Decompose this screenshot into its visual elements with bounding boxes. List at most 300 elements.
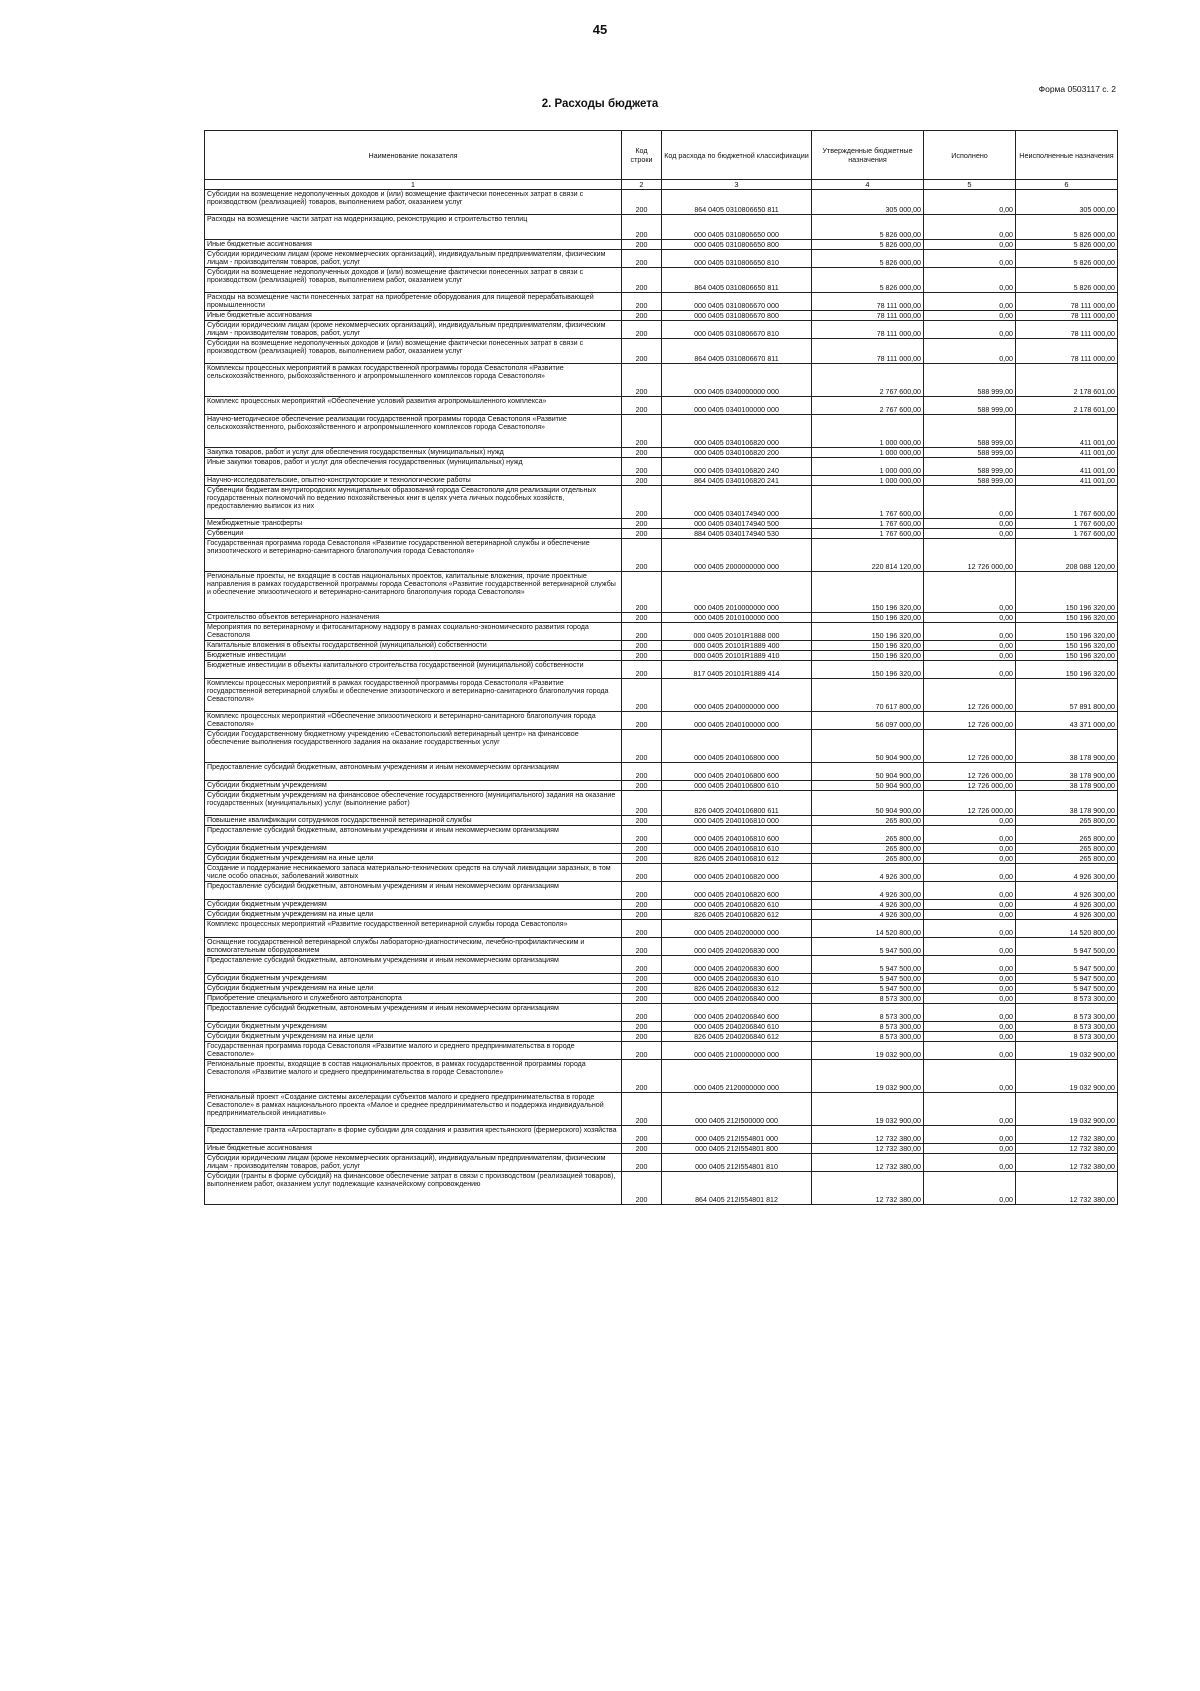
row-unexecuted: 5 947 500,00 [1016, 956, 1118, 974]
row-executed: 0,00 [924, 864, 1016, 882]
row-class-code: 000 0405 2040100000 000 [662, 712, 812, 730]
row-line-code: 200 [622, 1042, 662, 1060]
row-class-code: 000 0405 0340174940 000 [662, 486, 812, 519]
row-approved: 12 732 380,00 [812, 1172, 924, 1205]
row-name: Закупка товаров, работ и услуг для обеспечения государственных (муниципальных) нужд [205, 448, 622, 458]
row-approved: 19 032 900,00 [812, 1060, 924, 1093]
row-class-code: 000 0405 0310806670 810 [662, 321, 812, 339]
expenses-table [204, 130, 1118, 1205]
row-executed: 0,00 [924, 1004, 1016, 1022]
row-line-code: 200 [622, 1126, 662, 1144]
row-executed: 0,00 [924, 190, 1016, 215]
row-class-code: 000 0405 0340174940 500 [662, 519, 812, 529]
row-name: Строительство объектов ветеринарного назначения [205, 613, 622, 623]
row-unexecuted: 265 800,00 [1016, 854, 1118, 864]
row-name: Повышение квалификации сотрудников государственной ветеринарной службы [205, 816, 622, 826]
row-executed: 12 726 000,00 [924, 539, 1016, 572]
row-class-code: 000 0405 2040106800 600 [662, 763, 812, 781]
header-unexecuted: Неисполненные назначения [1016, 131, 1118, 180]
row-executed: 12 726 000,00 [924, 730, 1016, 763]
table-row [205, 882, 1118, 900]
row-unexecuted: 5 826 000,00 [1016, 268, 1118, 293]
row-executed: 0,00 [924, 519, 1016, 529]
row-class-code: 000 0405 2040206830 610 [662, 974, 812, 984]
row-line-code: 200 [622, 1172, 662, 1205]
row-approved: 4 926 300,00 [812, 910, 924, 920]
row-executed: 0,00 [924, 268, 1016, 293]
table-row [205, 539, 1118, 572]
row-unexecuted: 14 520 800,00 [1016, 920, 1118, 938]
row-line-code: 200 [622, 712, 662, 730]
table-row [205, 763, 1118, 781]
table-row [205, 900, 1118, 910]
row-line-code: 200 [622, 844, 662, 854]
table-row [205, 415, 1118, 448]
row-line-code: 200 [622, 900, 662, 910]
table-row [205, 781, 1118, 791]
row-line-code: 200 [622, 791, 662, 816]
row-name: Иные бюджетные ассигнования [205, 1144, 622, 1154]
table-row [205, 458, 1118, 476]
row-class-code: 000 0405 2100000000 000 [662, 1042, 812, 1060]
row-class-code: 864 0405 0340106820 241 [662, 476, 812, 486]
row-approved: 4 926 300,00 [812, 900, 924, 910]
row-executed: 0,00 [924, 938, 1016, 956]
row-name: Предоставление субсидий бюджетным, автономным учреждениям и иным некоммерческим организациям [205, 956, 622, 974]
table-row [205, 1004, 1118, 1022]
row-line-code: 200 [622, 661, 662, 679]
row-approved: 5 947 500,00 [812, 938, 924, 956]
row-unexecuted: 1 767 600,00 [1016, 519, 1118, 529]
row-name: Субвенции бюджетам внутригородских муниципальных образований города Севастополя для реализации отдельных государственных полномочий по ведению похозяйственных книг в целях учета личных подсобных хозяйств, предоставлению выписок из них [205, 486, 622, 519]
table-header-row [205, 131, 1118, 180]
row-unexecuted: 5 826 000,00 [1016, 250, 1118, 268]
table-row [205, 1144, 1118, 1154]
row-class-code: 000 0405 0340000000 000 [662, 364, 812, 397]
row-executed: 0,00 [924, 854, 1016, 864]
row-name: Субвенции [205, 529, 622, 539]
row-line-code: 200 [622, 938, 662, 956]
row-approved: 265 800,00 [812, 854, 924, 864]
row-name: Научно-методическое обеспечение реализации государственной программы города Севастополя «Развитие сельскохозяйственного, рыбохозяйственного и агропромышленного комплексов города Севастополя» [205, 415, 622, 448]
row-line-code: 200 [622, 910, 662, 920]
row-line-code: 200 [622, 1093, 662, 1126]
row-approved: 12 732 380,00 [812, 1144, 924, 1154]
row-unexecuted: 265 800,00 [1016, 826, 1118, 844]
row-line-code: 200 [622, 1022, 662, 1032]
row-executed: 0,00 [924, 910, 1016, 920]
row-name: Создание и поддержание неснижаемого запаса материально-технических средств на случай ликвидации заразных, в том числе особо опасных, заболеваний животных [205, 864, 622, 882]
row-unexecuted: 8 573 300,00 [1016, 1004, 1118, 1022]
row-executed: 0,00 [924, 882, 1016, 900]
row-class-code: 000 0405 212I554801 800 [662, 1144, 812, 1154]
row-line-code: 200 [622, 613, 662, 623]
row-line-code: 200 [622, 539, 662, 572]
row-name: Субсидии бюджетным учреждениям на финансовое обеспечение государственного (муниципального) задания на оказание государственных (муниципальных) услуг (выполнение работ) [205, 791, 622, 816]
row-name: Комплекс процессных мероприятий «Обеспечение эпизоотического и ветеринарно-санитарного благополучия города Севастополя» [205, 712, 622, 730]
row-executed: 0,00 [924, 920, 1016, 938]
row-name: Бюджетные инвестиции в объекты капитального строительства государственной (муниципальной) собственности [205, 661, 622, 679]
row-executed: 588 999,00 [924, 415, 1016, 448]
row-unexecuted: 8 573 300,00 [1016, 1022, 1118, 1032]
row-approved: 12 732 380,00 [812, 1126, 924, 1144]
row-name: Предоставление субсидий бюджетным, автономным учреждениям и иным некоммерческим организациям [205, 882, 622, 900]
row-approved: 12 732 380,00 [812, 1154, 924, 1172]
row-line-code: 200 [622, 651, 662, 661]
row-name: Региональные проекты, не входящие в состав национальных проектов, капитальные вложения, прочие проектные направления в рамках государственной программы города Севастополя «Развитие государственной ветеринарной службы и обеспечение эпизоотического и ветеринарно-санитарного благополучия города Севастополя» [205, 572, 622, 613]
row-unexecuted: 2 178 601,00 [1016, 397, 1118, 415]
row-approved: 1 767 600,00 [812, 529, 924, 539]
table-row [205, 791, 1118, 816]
section-title: 2. Расходы бюджета [541, 98, 659, 110]
row-class-code: 864 0405 212I554801 812 [662, 1172, 812, 1205]
row-name: Бюджетные инвестиции [205, 651, 622, 661]
row-line-code: 200 [622, 448, 662, 458]
row-line-code: 200 [622, 321, 662, 339]
row-approved: 220 814 120,00 [812, 539, 924, 572]
row-executed: 0,00 [924, 613, 1016, 623]
row-name: Комплексы процессных мероприятий в рамках государственной программы города Севастополя «Развитие сельскохозяйственного, рыбохозяйственного и агропромышленного комплексов города Севастополя» [205, 364, 622, 397]
page-number: 45 [592, 22, 608, 37]
row-line-code: 200 [622, 215, 662, 240]
row-unexecuted: 5 826 000,00 [1016, 240, 1118, 250]
row-class-code: 000 0405 2010000000 000 [662, 572, 812, 613]
row-line-code: 200 [622, 293, 662, 311]
row-name: Предоставление гранта «Агростартап» в форме субсидии для создания и развития крестьянского (фермерского) хозяйства [205, 1126, 622, 1144]
row-approved: 8 573 300,00 [812, 994, 924, 1004]
table-row [205, 321, 1118, 339]
table-row [205, 1042, 1118, 1060]
row-line-code: 200 [622, 641, 662, 651]
row-class-code: 826 0405 2040106810 612 [662, 854, 812, 864]
row-approved: 1 000 000,00 [812, 448, 924, 458]
row-unexecuted: 5 826 000,00 [1016, 215, 1118, 240]
row-unexecuted: 12 732 380,00 [1016, 1126, 1118, 1144]
row-unexecuted: 78 111 000,00 [1016, 311, 1118, 321]
row-approved: 78 111 000,00 [812, 311, 924, 321]
row-class-code: 000 0405 2040206840 600 [662, 1004, 812, 1022]
row-line-code: 200 [622, 476, 662, 486]
row-line-code: 200 [622, 190, 662, 215]
row-unexecuted: 1 767 600,00 [1016, 529, 1118, 539]
row-executed: 0,00 [924, 1032, 1016, 1042]
table-row [205, 661, 1118, 679]
row-name: Капитальные вложения в объекты государственной (муниципальной) собственности [205, 641, 622, 651]
row-unexecuted: 150 196 320,00 [1016, 661, 1118, 679]
row-name: Комплекс процессных мероприятий «Обеспечение условий развития агропромышленного комплекса» [205, 397, 622, 415]
row-approved: 70 617 800,00 [812, 679, 924, 712]
row-line-code: 200 [622, 994, 662, 1004]
column-number: 6 [1016, 180, 1118, 190]
table-row [205, 712, 1118, 730]
table-row [205, 486, 1118, 519]
row-line-code: 200 [622, 974, 662, 984]
row-approved: 78 111 000,00 [812, 339, 924, 364]
row-name: Оснащение государственной ветеринарной службы лабораторно-диагностическим, лечебно-профилактическим и вспомогательным оборудованием [205, 938, 622, 956]
table-row [205, 974, 1118, 984]
table-row [205, 1093, 1118, 1126]
row-approved: 265 800,00 [812, 844, 924, 854]
row-name: Иные бюджетные ассигнования [205, 311, 622, 321]
row-line-code: 200 [622, 882, 662, 900]
row-class-code: 826 0405 2040106820 612 [662, 910, 812, 920]
row-name: Предоставление субсидий бюджетным, автономным учреждениям и иным некоммерческим организациям [205, 1004, 622, 1022]
table-row [205, 215, 1118, 240]
row-unexecuted: 38 178 900,00 [1016, 781, 1118, 791]
row-executed: 0,00 [924, 984, 1016, 994]
row-executed: 0,00 [924, 339, 1016, 364]
column-number: 4 [812, 180, 924, 190]
row-unexecuted: 411 001,00 [1016, 476, 1118, 486]
row-unexecuted: 43 371 000,00 [1016, 712, 1118, 730]
row-class-code: 000 0405 2040106810 600 [662, 826, 812, 844]
row-executed: 0,00 [924, 900, 1016, 910]
row-unexecuted: 411 001,00 [1016, 448, 1118, 458]
row-class-code: 000 0405 2040000000 000 [662, 679, 812, 712]
row-unexecuted: 57 891 800,00 [1016, 679, 1118, 712]
row-unexecuted: 4 926 300,00 [1016, 882, 1118, 900]
header-executed: Исполнено [924, 131, 1016, 180]
row-approved: 150 196 320,00 [812, 651, 924, 661]
row-class-code: 864 0405 0310806650 811 [662, 190, 812, 215]
row-approved: 150 196 320,00 [812, 623, 924, 641]
table-row [205, 572, 1118, 613]
row-class-code: 000 0405 2040106820 610 [662, 900, 812, 910]
row-unexecuted: 1 767 600,00 [1016, 486, 1118, 519]
row-line-code: 200 [622, 984, 662, 994]
row-approved: 8 573 300,00 [812, 1004, 924, 1022]
row-approved: 19 032 900,00 [812, 1042, 924, 1060]
header-name: Наименование показателя [205, 131, 622, 180]
row-line-code: 200 [622, 1060, 662, 1093]
row-approved: 1 767 600,00 [812, 519, 924, 529]
row-executed: 0,00 [924, 240, 1016, 250]
row-class-code: 884 0405 0340174940 530 [662, 529, 812, 539]
row-class-code: 000 0405 2040106820 000 [662, 864, 812, 882]
row-name: Субсидии юридическим лицам (кроме некоммерческих организаций), индивидуальным предпринимателям, физическим лицам - производителям товаров, работ, услуг [205, 321, 622, 339]
row-name: Государственная программа города Севастополя «Развитие государственной ветеринарной службы и обеспечение эпизоотического и ветеринарно-санитарного благополучия города Севастополя» [205, 539, 622, 572]
row-name: Субсидии бюджетным учреждениям на иные цели [205, 984, 622, 994]
row-name: Субсидии бюджетным учреждениям на иные цели [205, 1032, 622, 1042]
row-line-code: 200 [622, 240, 662, 250]
table-row [205, 293, 1118, 311]
row-approved: 265 800,00 [812, 816, 924, 826]
row-class-code: 000 0405 0340100000 000 [662, 397, 812, 415]
column-number: 2 [622, 180, 662, 190]
row-unexecuted: 150 196 320,00 [1016, 641, 1118, 651]
table-row [205, 844, 1118, 854]
row-executed: 0,00 [924, 974, 1016, 984]
row-approved: 19 032 900,00 [812, 1093, 924, 1126]
row-name: Региональный проект «Создание системы акселерации субъектов малого и среднего предпринимательства в городе Севастополе» в рамках национального проекта «Малое и среднее предпринимательство и поддержка индивидуальной предпринимательской инициативы» [205, 1093, 622, 1126]
row-line-code: 200 [622, 1032, 662, 1042]
table-row [205, 311, 1118, 321]
row-executed: 0,00 [924, 250, 1016, 268]
row-class-code: 000 0405 20101R1889 400 [662, 641, 812, 651]
table-body [205, 190, 1118, 1205]
row-name: Научно-исследовательские, опытно-конструкторские и технологические работы [205, 476, 622, 486]
row-unexecuted: 38 178 900,00 [1016, 791, 1118, 816]
row-executed: 0,00 [924, 641, 1016, 651]
row-line-code: 200 [622, 956, 662, 974]
column-number: 5 [924, 180, 1016, 190]
row-name: Иные бюджетные ассигнования [205, 240, 622, 250]
row-class-code: 000 0405 2040106800 610 [662, 781, 812, 791]
row-approved: 150 196 320,00 [812, 661, 924, 679]
row-unexecuted: 411 001,00 [1016, 415, 1118, 448]
row-approved: 5 826 000,00 [812, 240, 924, 250]
row-name: Субсидии (гранты в форме субсидий) на финансовое обеспечение затрат в связи с производством (реализацией товаров), выполнением работ, оказанием услуг подлежащие казначейскому сопровождению [205, 1172, 622, 1205]
row-name: Расходы на возмещение части понесенных затрат на приобретение оборудования для пищевой перерабатывающей промышленности [205, 293, 622, 311]
row-executed: 0,00 [924, 623, 1016, 641]
row-executed: 0,00 [924, 826, 1016, 844]
row-approved: 50 904 900,00 [812, 791, 924, 816]
row-executed: 588 999,00 [924, 476, 1016, 486]
table-row [205, 529, 1118, 539]
table-row [205, 364, 1118, 397]
row-class-code: 000 0405 2040106810 000 [662, 816, 812, 826]
row-class-code: 864 0405 0310806670 811 [662, 339, 812, 364]
row-executed: 12 726 000,00 [924, 791, 1016, 816]
row-name: Региональные проекты, входящие в состав национальных проектов, в рамках государственной программы города Севастополя «Развитие малого и среднего предпринимательства в городе Севастополе» [205, 1060, 622, 1093]
row-approved: 150 196 320,00 [812, 572, 924, 613]
row-executed: 12 726 000,00 [924, 679, 1016, 712]
row-unexecuted: 5 947 500,00 [1016, 984, 1118, 994]
header-approved: Утвержденные бюджетные назначения [812, 131, 924, 180]
row-approved: 150 196 320,00 [812, 613, 924, 623]
column-number: 1 [205, 180, 622, 190]
table-row [205, 240, 1118, 250]
row-name: Субсидии бюджетным учреждениям [205, 900, 622, 910]
row-line-code: 200 [622, 250, 662, 268]
table-row [205, 1172, 1118, 1205]
row-name: Субсидии на возмещение недополученных доходов и (или) возмещение фактически понесенных затрат в связи с производством (реализацией) товаров, выполнением работ, оказанием услуг [205, 339, 622, 364]
row-executed: 0,00 [924, 486, 1016, 519]
row-executed: 12 726 000,00 [924, 781, 1016, 791]
row-class-code: 000 0405 2040106810 610 [662, 844, 812, 854]
row-approved: 1 000 000,00 [812, 415, 924, 448]
row-approved: 50 904 900,00 [812, 730, 924, 763]
row-class-code: 000 0405 0340106820 240 [662, 458, 812, 476]
row-unexecuted: 38 178 900,00 [1016, 730, 1118, 763]
row-unexecuted: 2 178 601,00 [1016, 364, 1118, 397]
row-approved: 50 904 900,00 [812, 781, 924, 791]
row-approved: 78 111 000,00 [812, 321, 924, 339]
row-name: Расходы на возмещение части затрат на модернизацию, реконструкцию и строительство теплиц [205, 215, 622, 240]
table-row [205, 1154, 1118, 1172]
row-unexecuted: 8 573 300,00 [1016, 994, 1118, 1004]
row-approved: 2 767 600,00 [812, 397, 924, 415]
row-line-code: 200 [622, 763, 662, 781]
row-executed: 0,00 [924, 1172, 1016, 1205]
row-executed: 0,00 [924, 529, 1016, 539]
row-unexecuted: 265 800,00 [1016, 844, 1118, 854]
row-executed: 0,00 [924, 956, 1016, 974]
row-executed: 0,00 [924, 1042, 1016, 1060]
table-row [205, 641, 1118, 651]
row-unexecuted: 78 111 000,00 [1016, 321, 1118, 339]
row-unexecuted: 4 926 300,00 [1016, 900, 1118, 910]
row-unexecuted: 5 947 500,00 [1016, 974, 1118, 984]
row-class-code: 000 0405 2040206830 600 [662, 956, 812, 974]
row-class-code: 000 0405 0310806670 800 [662, 311, 812, 321]
row-class-code: 000 0405 2040206830 000 [662, 938, 812, 956]
row-line-code: 200 [622, 415, 662, 448]
column-number: 3 [662, 180, 812, 190]
table-row [205, 268, 1118, 293]
row-unexecuted: 8 573 300,00 [1016, 1032, 1118, 1042]
row-unexecuted: 265 800,00 [1016, 816, 1118, 826]
row-name: Субсидии бюджетным учреждениям на иные цели [205, 910, 622, 920]
row-executed: 12 726 000,00 [924, 712, 1016, 730]
row-unexecuted: 411 001,00 [1016, 458, 1118, 476]
row-unexecuted: 150 196 320,00 [1016, 613, 1118, 623]
row-line-code: 200 [622, 529, 662, 539]
row-line-code: 200 [622, 679, 662, 712]
row-class-code: 000 0405 2120000000 000 [662, 1060, 812, 1093]
table-row [205, 651, 1118, 661]
row-executed: 0,00 [924, 321, 1016, 339]
row-class-code: 000 0405 2000000000 000 [662, 539, 812, 572]
row-line-code: 200 [622, 864, 662, 882]
row-class-code: 000 0405 0310806670 000 [662, 293, 812, 311]
row-executed: 0,00 [924, 994, 1016, 1004]
table-row [205, 623, 1118, 641]
table-row [205, 519, 1118, 529]
row-class-code: 000 0405 212I554801 810 [662, 1154, 812, 1172]
table-row [205, 613, 1118, 623]
row-unexecuted: 78 111 000,00 [1016, 339, 1118, 364]
row-unexecuted: 5 947 500,00 [1016, 938, 1118, 956]
row-unexecuted: 4 926 300,00 [1016, 910, 1118, 920]
row-name: Субсидии юридическим лицам (кроме некоммерческих организаций), индивидуальным предпринимателям, физическим лицам - производителям товаров, работ, услуг [205, 1154, 622, 1172]
row-approved: 1 000 000,00 [812, 476, 924, 486]
row-line-code: 200 [622, 730, 662, 763]
row-approved: 1 000 000,00 [812, 458, 924, 476]
row-class-code: 000 0405 2040106820 600 [662, 882, 812, 900]
table-row [205, 339, 1118, 364]
row-unexecuted: 12 732 380,00 [1016, 1154, 1118, 1172]
row-executed: 0,00 [924, 1093, 1016, 1126]
row-name: Предоставление субсидий бюджетным, автономным учреждениям и иным некоммерческим организациям [205, 763, 622, 781]
row-name: Субсидии на возмещение недополученных доходов и (или) возмещение фактически понесенных затрат в связи с производством (реализацией) товаров, выполнением работ, оказанием услуг [205, 268, 622, 293]
table-row [205, 956, 1118, 974]
row-executed: 0,00 [924, 651, 1016, 661]
row-name: Субсидии Государственному бюджетному учреждению «Севастопольский ветеринарный центр» на финансовое обеспечение выполнения государственного задания на оказание государственных услуг [205, 730, 622, 763]
form-label: Форма 0503117 с. 2 [1038, 84, 1116, 94]
row-approved: 8 573 300,00 [812, 1032, 924, 1042]
table-row [205, 864, 1118, 882]
row-name: Субсидии бюджетным учреждениям [205, 844, 622, 854]
row-unexecuted: 4 926 300,00 [1016, 864, 1118, 882]
row-executed: 0,00 [924, 816, 1016, 826]
table-row [205, 816, 1118, 826]
row-class-code: 000 0405 0340106820 000 [662, 415, 812, 448]
row-approved: 1 767 600,00 [812, 486, 924, 519]
row-name: Субсидии на возмещение недополученных доходов и (или) возмещение фактически понесенных затрат в связи с производством (реализацией) товаров, выполнением работ, оказанием услуг [205, 190, 622, 215]
table-row [205, 250, 1118, 268]
row-name: Государственная программа города Севастополя «Развитие малого и среднего предпринимательства в городе Севастополе» [205, 1042, 622, 1060]
row-class-code: 000 0405 2010100000 000 [662, 613, 812, 623]
row-executed: 0,00 [924, 293, 1016, 311]
table-row [205, 920, 1118, 938]
table-row [205, 938, 1118, 956]
row-approved: 5 826 000,00 [812, 215, 924, 240]
row-approved: 56 097 000,00 [812, 712, 924, 730]
row-line-code: 200 [622, 1004, 662, 1022]
row-line-code: 200 [622, 486, 662, 519]
row-approved: 5 826 000,00 [812, 250, 924, 268]
